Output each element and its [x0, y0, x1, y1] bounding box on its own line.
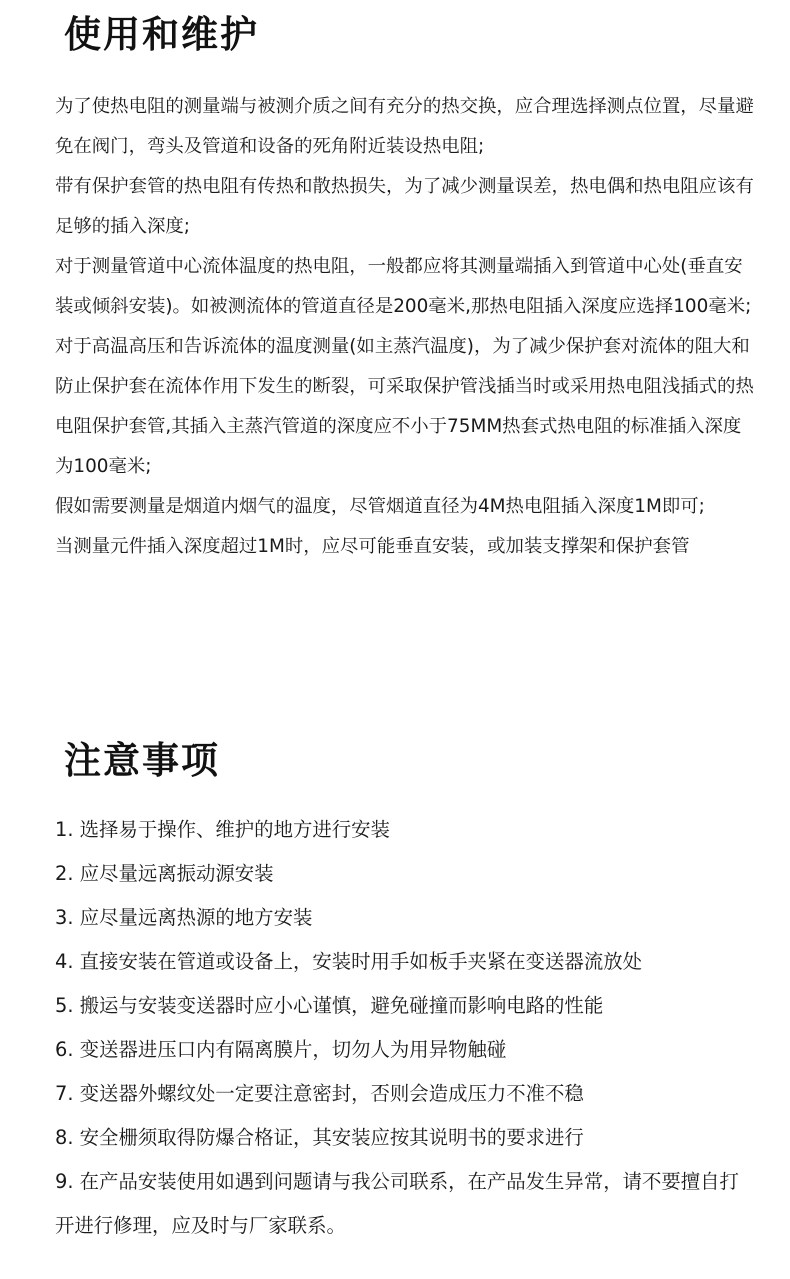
- maintenance-paragraph: 对于高温高压和告诉流体的温度测量(如主蒸汽温度)，为了减少保护套对流体的阻大和防止保护套在流体作用下发生的断裂，可采取保护管浅插当时或采用热电阻浅插式的热电阻保护套管,其插入主蒸汽管道的深度应不小于75MM热套式热电阻的标准插入深度为100毫米;: [55, 336, 754, 477]
- section-title-maintenance: 使用和维护: [64, 13, 259, 56]
- precaution-item: 6. 变送器进压口内有隔离膜片，切勿人为用异物触碰: [55, 1038, 507, 1061]
- precaution-item: 1. 选择易于操作、维护的地方进行安装: [55, 818, 390, 841]
- precaution-item: 9. 在产品安装使用如遇到问题请与我公司联系，在产品发生异常，请不要擅自打开进行修理，应及时与厂家联系。: [55, 1170, 739, 1237]
- maintenance-paragraph: 当测量元件插入深度超过1M时，应尽可能垂直安装，或加装支撑架和保护套管: [55, 536, 690, 557]
- precaution-item: 3. 应尽量远离热源的地方安装: [55, 906, 313, 929]
- precaution-item: 4. 直接安装在管道或设备上，安装时用手如板手夹紧在变送器流放处: [55, 950, 642, 973]
- precaution-item: 7. 变送器外螺纹处一定要注意密封，否则会造成压力不准不稳: [55, 1082, 584, 1105]
- precautions-list: [55, 808, 755, 1248]
- maintenance-paragraph: 对于测量管道中心流体温度的热电阻，一般都应将其测量端插入到管道中心处(垂直安装或倾斜安装)。如被测流体的管道直径是200毫米,那热电阻插入深度应选择100毫米;: [55, 256, 752, 317]
- maintenance-paragraph-list: [55, 87, 755, 567]
- precaution-item: 8. 安全栅须取得防爆合格证，其安装应按其说明书的要求进行: [55, 1126, 584, 1149]
- precaution-item: 5. 搬运与安装变送器时应小心谨慎，避免碰撞而影响电路的性能: [55, 994, 604, 1017]
- maintenance-paragraph: 假如需要测量是烟道内烟气的温度，尽管烟道直径为4M热电阻插入深度1M即可;: [55, 496, 705, 517]
- precaution-item: 2. 应尽量远离振动源安装: [55, 862, 274, 885]
- maintenance-paragraph: 带有保护套管的热电阻有传热和散热损失，为了减少测量误差，热电偶和热电阻应该有足够的插入深度;: [55, 176, 754, 237]
- section-title-precautions: 注意事项: [64, 739, 220, 782]
- maintenance-paragraph: 为了使热电阻的测量端与被测介质之间有充分的热交换，应合理选择测点位置，尽量避免在阀门，弯头及管道和设备的死角附近装设热电阻;: [55, 96, 754, 157]
